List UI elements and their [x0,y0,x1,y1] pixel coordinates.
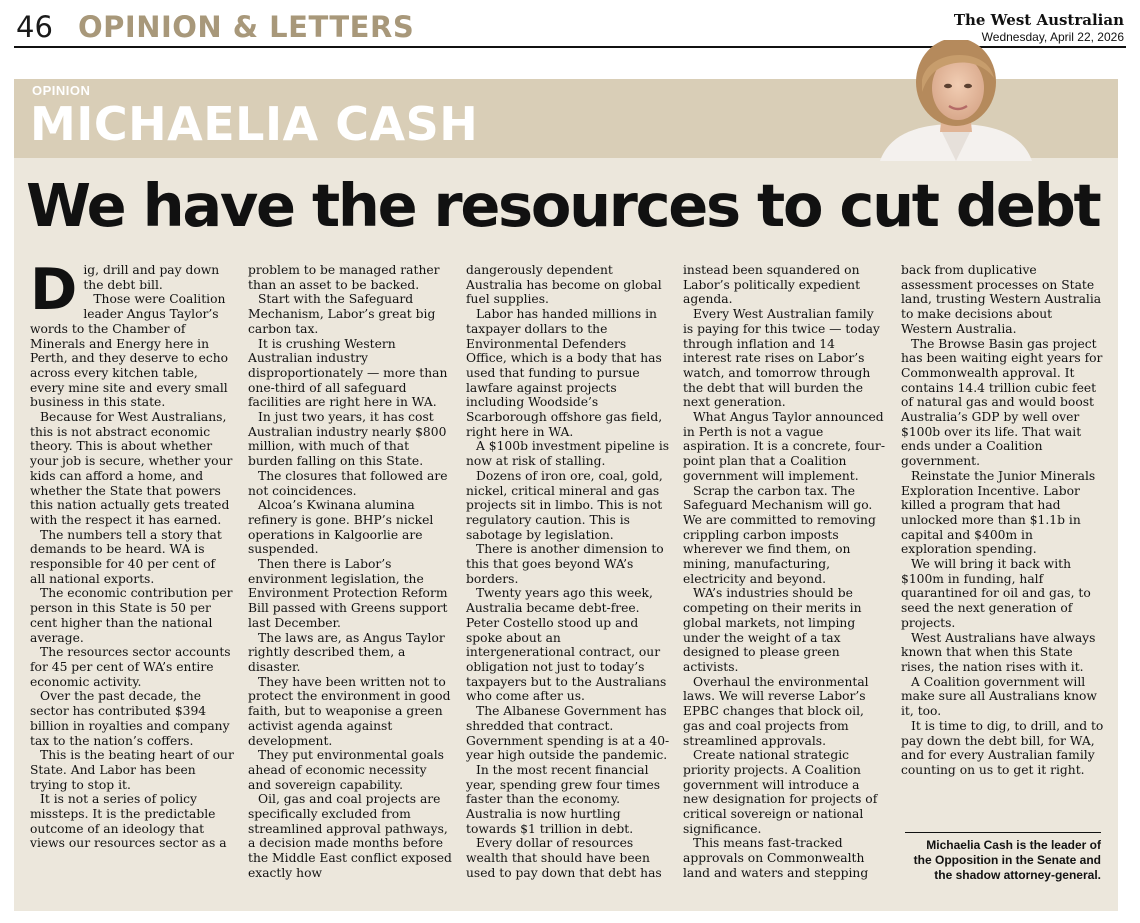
article-paragraph: A Coalition government will make sure all Australians know it, too. [901,674,1097,719]
article-paragraph: The Albanese Government has shredded that contract. Government spending is at a 40-year high outside the pandemic. [466,704,670,763]
article-paragraph: What Angus Taylor announced in Perth is not a vague aspiration. It is a concrete, four-point plan that a Coalition government will implement. [683,410,885,483]
article-paragraph: ig, drill and pay down the debt bill. [83,263,220,292]
article-paragraph: The numbers tell a story that demands to be heard. WA is responsible for 40 per cent of all national exports. [30,527,222,586]
article-paragraph: problem to be managed rather than an asset to be backed. [248,263,440,292]
article-paragraph: Every dollar of resources wealth that should have been used to pay down that debt has [466,836,662,880]
article-paragraph: There is another dimension to this that goes beyond WA’s borders. [466,542,664,586]
article-paragraph: Overhaul the environmental laws. We will reverse Labor’s EPBC changes that block oil, gas and coal projects from streamlined approvals. [683,674,869,748]
article-paragraph: Scrap the carbon tax. The Safeguard Mechanism will go. We are committed to removing crippling carbon imposts wherever we find them, on mining, manufacturing, electricity and beyond. [683,483,876,586]
article-paragraph: instead been squandered on Labor’s politically expedient agenda. [683,263,861,307]
article-paragraph: The resources sector accounts for 45 per cent of WA’s entire economic activity. [30,645,231,689]
headline: We have the resources to cut debt [26,171,1100,240]
article-column-5 [901,263,1105,778]
drop-cap: D [30,257,78,323]
article-paragraph: Twenty years ago this week, Australia became debt-free. Peter Costello stood up and spoke about an intergenerational contract, our obligation not just to today’s taxpayers but to the Australians who come after us. [466,586,667,704]
article-paragraph: The closures that followed are not coincidences. [248,468,448,498]
page-number: 46 [16,10,53,44]
article-paragraph: In the most recent financial year, spending grew four times faster than the economy. Australia is now hurtling towards $1 trillion in debt. [466,762,661,836]
article-paragraph: Then there is Labor’s environment legislation, the Environment Protection Reform Bill passed with Greens support last December. [248,557,448,630]
article-column-2 [248,263,452,881]
article-paragraph: Over the past decade, the sector has contributed $394 billion in royalties and company tax to the nation’s coffers. [30,689,230,748]
article-paragraph: The economic contribution per person in this State is 50 per cent higher than the national average. [30,586,233,645]
section-title: OPINION & LETTERS [78,10,415,44]
article-paragraph: They put environmental goals ahead of economic necessity and sovereign capability. [248,748,444,792]
author-name-banner: MICHAELIA CASH [30,97,479,151]
article-column-4 [683,263,887,881]
article-paragraph: Because for West Australians, this is not abstract economic theory. This is about whether your job is secure, whether your kids can afford a home, and whether the State that powers this nation actually gets treated with the respect it has earned. [30,410,233,527]
article-paragraph: Alcoa’s Kwinana alumina refinery is gone. BHP’s nickel operations in Kalgoorlie are suspended. [248,498,434,557]
article-paragraph: dangerously dependent Australia has become on global fuel supplies. [466,263,662,307]
article-paragraph: We will bring it back with $100m in funding, half quarantined for oil and gas, to seed the next generation of projects. [901,557,1091,630]
article-paragraph: A $100b investment pipeline is now at risk of stalling. [466,439,670,469]
article-paragraph: Oil, gas and coal projects are specifically excluded from streamlined approval pathways, a decision made months before the Middle East conflict exposed exactly how [248,792,452,880]
portrait-illustration [870,40,1042,161]
article-paragraph: It is not a series of policy missteps. It is the predictable outcome of an ideology that views our resources sector as a [30,792,227,851]
article-paragraph: Start with the Safeguard Mechanism, Labor’s great big carbon tax. [248,292,436,336]
opinion-kicker: OPINION [32,83,91,98]
publication-date: Wednesday, April 22, 2026 [981,30,1124,44]
article-paragraph: Every West Australian family is paying for this twice — today through inflation and 14 interest rate rises on Labor’s watch, and tomorrow through the debt that will burden the next generation. [683,307,880,410]
article-paragraph: Those were Coalition leader Angus Taylor’s words to the Chamber of Minerals and Energy here in Perth, and they deserve to echo across every kitchen table, every mine site and every small business in this state. [30,292,229,410]
article-paragraph: They have been written not to protect the environment in good faith, but to weaponise a green activist agenda against development. [248,674,451,748]
article-paragraph: It is time to dig, to drill, and to pay down the debt bill, for WA, and for every Australian family counting on us to get it right. [901,718,1104,777]
article-paragraph: West Australians have always known that when this State rises, the nation rises with it. [901,630,1096,674]
article-paragraph: This means fast-tracked approvals on Commonwealth land and waters and stepping [683,836,869,880]
article-paragraph: WA’s industries should be competing on their merits in global markets, not limping under the weight of a tax designed to please green activists. [683,586,862,674]
article-paragraph: This is the beating heart of our State. And Labor has been trying to stop it. [30,748,234,792]
article-paragraph: Create national strategic priority projects. A Coalition government will introduce a new designation for projects of critical sovereign or national significance. [683,748,878,836]
article-paragraph: Dozens of iron ore, coal, gold, nickel, critical mineral and gas projects sit in limbo. This is not regulatory caution. This is sabotage by legislation. [466,468,663,542]
bio-rule [905,832,1101,833]
article-paragraph: It is crushing Western Australian industry disproportionately — more than one-third of all safeguard facilities are right here in WA. [248,336,448,410]
article-paragraph: In just two years, it has cost Australian industry nearly $800 million, with much of that burden falling on this State. [248,410,447,469]
article-paragraph: The Browse Basin gas project has been waiting eight years for Commonwealth approval. It contains 14.4 trillion cubic feet of natural gas and would boost Australia’s GDP by well over $100b over its life. That wait ends under a Coalition government. [901,336,1103,469]
article-paragraph: Labor has handed millions in taxpayer dollars to the Environmental Defenders Office, which is a body that has used that funding to pursue lawfare against projects including Woodside’s Scarborough offshore gas field, right here in WA. [466,307,663,439]
author-bio: Michaelia Cash is the leader of the Opposition in the Senate and the shadow attorney-general. [913,838,1101,882]
author-portrait [870,40,1042,161]
article-column-1 [30,257,234,851]
article-paragraph: back from duplicative assessment processes on State land, trusting Western Australia to make decisions about Western Australia. [901,263,1102,336]
article-paragraph: The laws are, as Angus Taylor rightly described them, a disaster. [248,630,445,674]
article-paragraph: Reinstate the Junior Minerals Exploration Incentive. Labor killed a program that had unlocked more than $1.1b in capital and $400m in exploration spending. [901,468,1096,557]
publication-name: The West Australian [953,11,1124,29]
article-column-3 [466,263,670,881]
